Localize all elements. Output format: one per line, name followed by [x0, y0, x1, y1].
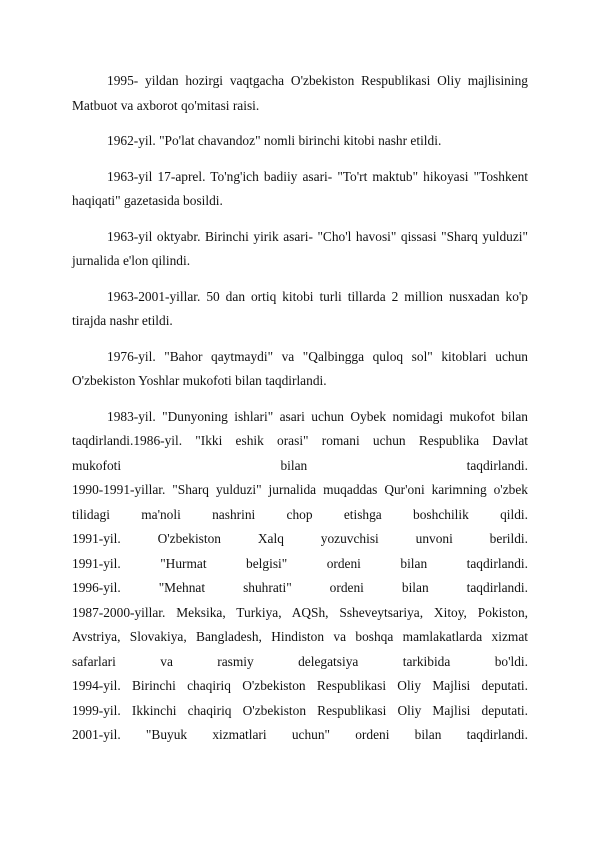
text-line: 1991-yil. "Hurmat belgisi" ordeni bilan taqdirlandi. [72, 555, 528, 571]
awards-chronology-block [72, 405, 528, 748]
text-line: safarlari va rasmiy delegatsiya tarkibida bo'ldi. [72, 653, 528, 669]
text-line: 1983-yil. "Dunyoning ishlari" asari uchun Oybek nomidagi mukofot bilan [107, 408, 528, 424]
paragraph: 1995- yildan hozirgi vaqtgacha O'zbekiston Respublikasi Oliy majlisining Matbuot va axborot qo'mitasi raisi. [72, 73, 528, 113]
text-line: mukofoti bilan taqdirlandi. [72, 457, 528, 473]
text-line: 1994-yil. Birinchi chaqiriq O'zbekiston Respublikasi Oliy Majlisi deputati. [72, 678, 528, 693]
text-line: tilidagi ma'noli nashrini chop etishga boshchilik qildi. [72, 506, 528, 522]
paragraph: 1963-2001-yillar. 50 dan ortiq kitobi turli tillarda 2 million nusxadan ko'p tirajda nashr etildi. [72, 288, 528, 328]
text-line: 2001-yil. "Buyuk xizmatlari uchun" ordeni bilan taqdirlandi. [72, 727, 528, 742]
text-line: 1990-1991-yillar. "Sharq yulduzi" jurnalida muqaddas Qur'oni karimning o'zbek [72, 482, 528, 497]
text-line: taqdirlandi.1986-yil. "Ikki eshik orasi" romani uchun Respublika Davlat [72, 433, 528, 448]
text-line: 1999-yil. Ikkinchi chaqiriq O'zbekiston Respublikasi Oliy Majlisi deputati. [72, 702, 528, 718]
paragraph: 1962-yil. "Po'lat chavandoz" nomli birinchi kitobi nashr etildi. [107, 133, 442, 148]
text-line: 1987-2000-yillar. Meksika, Turkiya, AQSh, Ssheveytsariya, Xitoy, Pokiston, [72, 604, 528, 620]
paragraph: 1976-yil. "Bahor qaytmaydi" va "Qalbingga quloq sol" kitoblari uchun O'zbekiston Yoshlar mukofoti bilan taqdirlandi. [72, 348, 528, 388]
paragraph: 1963-yil oktyabr. Birinchi yirik asari- "Cho'l havosi" qissasi "Sharq yulduzi" jurnalida e'lon qilindi. [72, 228, 528, 268]
paragraph: 1963-yil 17-aprel. To'ng'ich badiiy asari- "To'rt maktub" hikoyasi "Toshkent haqiqati" gazetasida bosildi. [72, 168, 528, 208]
text-line: 1996-yil. "Mehnat shuhrati" ordeni bilan taqdirlandi. [72, 580, 528, 595]
text-line: Avstriya, Slovakiya, Bangladesh, Hindiston va boshqa mamlakatlarda xizmat [72, 629, 528, 644]
text-line: 1991-yil. O'zbekiston Xalq yozuvchisi unvoni berildi. [72, 531, 528, 546]
